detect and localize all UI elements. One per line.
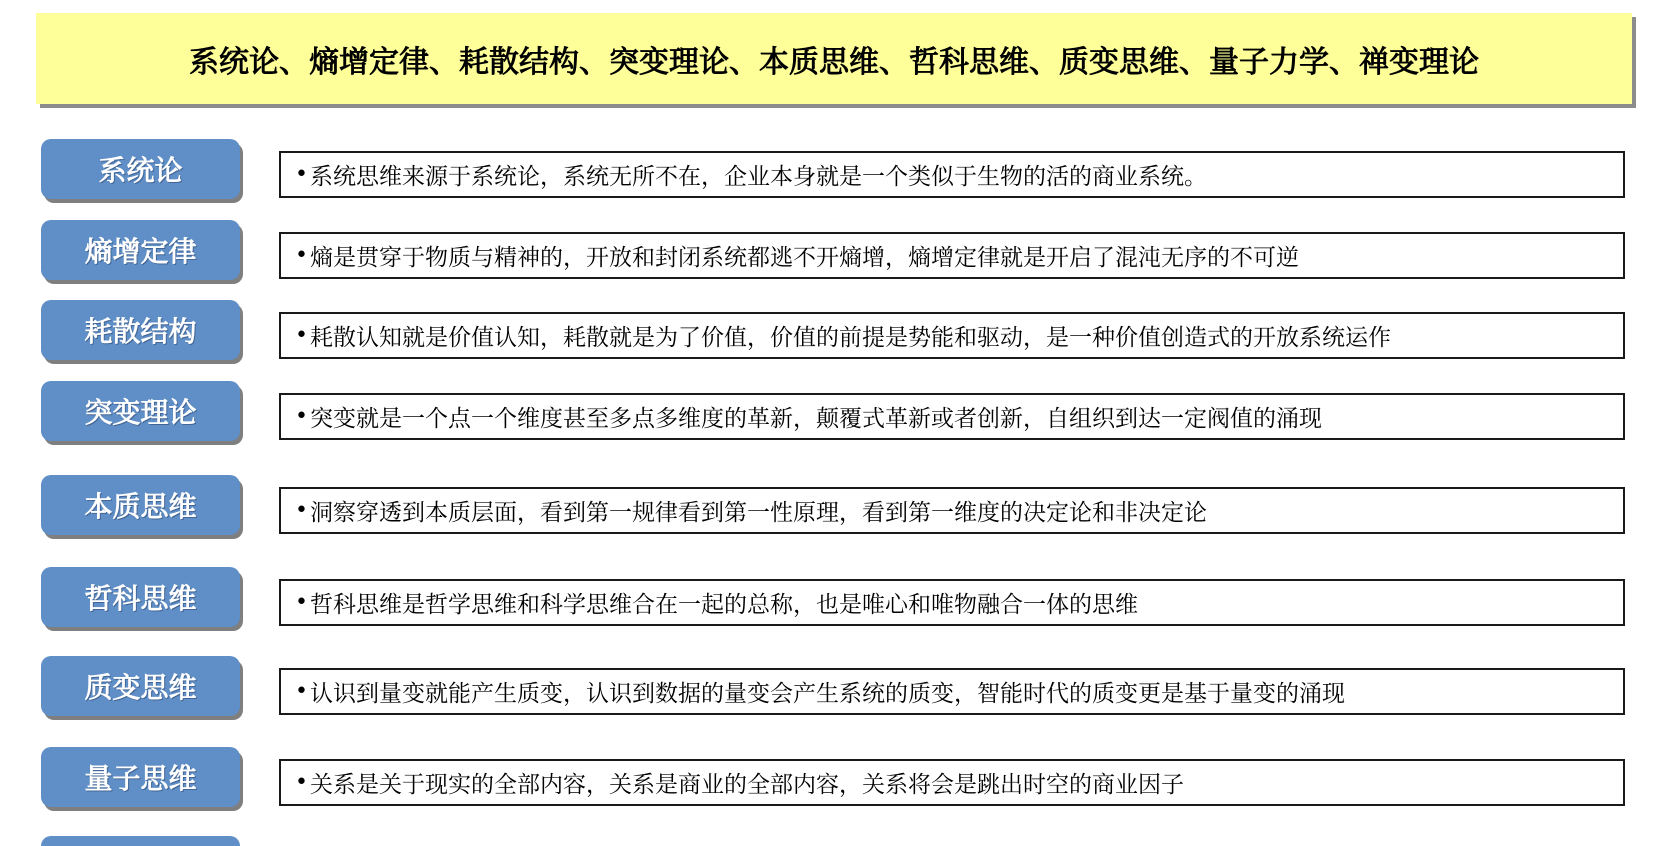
concept-label-badge [41,220,240,280]
concept-label-badge [41,656,240,716]
bullet-icon: • [295,243,308,268]
concept-description: 突变就是一个点一个维度甚至多点多维度的革新，颠覆式革新或者创新，自组织到达一定阀值的涌现 [309,406,1322,432]
concept-description: 认识到量变就能产生质变，认识到数据的量变会产生系统的质变，智能时代的质变更是基于量变的涌现 [309,681,1345,707]
concept-description: 熵是贯穿于物质与精神的，开放和封闭系统都逃不开熵增，熵增定律就是开启了混沌无序的不可逆 [309,245,1299,271]
bullet-icon: • [295,404,308,429]
concept-description-box [279,579,1625,626]
concept-row-qualitative-change-thinking [0,656,1655,720]
concept-description-box [279,759,1625,806]
bullet-icon: • [295,498,308,523]
page-title: 系统论、熵增定律、耗散结构、突变理论、本质思维、哲科思维、质变思维、量子力学、禅变理论 [189,44,1479,80]
concept-row-catastrophe-theory [0,381,1655,445]
concept-label: 突变理论 [84,396,197,429]
concept-description: 系统思维来源于系统论，系统无所不在，企业本身就是一个类似于生物的活的商业系统。 [309,164,1207,190]
bullet-icon: • [295,323,308,348]
concept-description: 耗散认知就是价值认知，耗散就是为了价值，价值的前提是势能和驱动，是一种价值创造式的开放系统运作 [309,325,1391,351]
concept-label: 熵增定律 [84,235,197,268]
concept-description-box [279,312,1625,359]
concept-label-badge [41,139,240,199]
concept-row-dissipative-structure [0,300,1655,364]
concept-row-essence-thinking [0,475,1655,539]
concept-description: 哲科思维是哲学思维和科学思维合在一起的总称，也是唯心和唯物融合一体的思维 [309,592,1138,618]
concept-label-badge [41,300,240,360]
concept-label-badge [41,747,240,807]
concept-description-box [279,393,1625,440]
concept-label: 哲科思维 [84,582,197,615]
concept-label-badge [41,567,240,627]
concept-description: 关系是关于现实的全部内容，关系是商业的全部内容，关系将会是跳出时空的商业因子 [309,772,1184,798]
concept-label: 本质思维 [84,490,197,523]
concept-label: 质变思维 [84,671,197,704]
concept-row-system-theory [0,139,1655,203]
concept-label: 耗散结构 [84,315,197,348]
concept-label: 系统论 [98,154,183,187]
concept-label-badge [41,475,240,535]
concept-label-badge-partial [41,836,240,846]
bullet-icon: • [295,162,308,187]
bullet-icon: • [295,679,308,704]
concept-label-badge [41,381,240,441]
concept-description: 洞察穿透到本质层面，看到第一规律看到第一性原理，看到第一维度的决定论和非决定论 [309,500,1207,526]
concept-label: 量子思维 [84,762,197,795]
concept-description-box [279,668,1625,715]
bullet-icon: • [295,770,308,795]
concept-description-box [279,487,1625,534]
concept-description-box [279,232,1625,279]
concept-row-philosophy-science-thinking [0,567,1655,631]
concept-row-entropy-law [0,220,1655,284]
concept-description-box [279,151,1625,198]
concept-row-quantum-thinking [0,747,1655,811]
bullet-icon: • [295,590,308,615]
page-title-banner [36,13,1632,104]
